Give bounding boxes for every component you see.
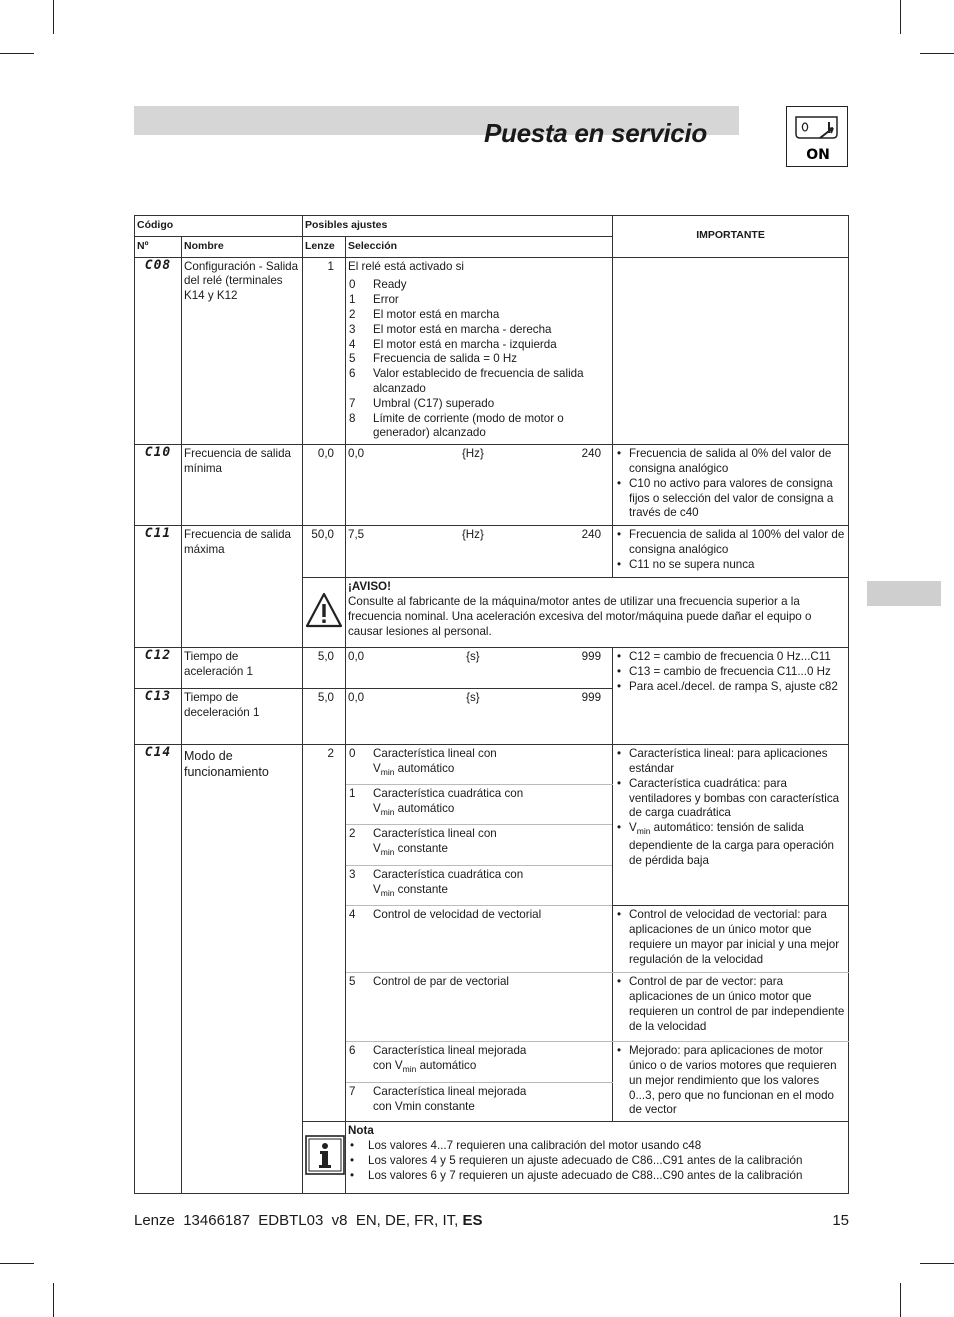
info-icon [305, 1135, 345, 1175]
table-row [135, 745, 849, 785]
importante-c14-6-7 [613, 1042, 849, 1122]
selection-c14-5: 5 Control de par de vectorial [346, 973, 613, 1042]
list-item: • Los valores 6 y 7 requieren un ajuste adecuado de C88...C90 antes de la calibración [348, 1169, 846, 1184]
header-importante: IMPORTANTE [613, 216, 849, 258]
importante-c12-c13 [613, 648, 849, 745]
parameter-table [134, 215, 849, 1194]
importante-c14-4 [613, 906, 849, 973]
selection-c08 [346, 257, 613, 445]
page-title: Puesta en servicio [484, 118, 707, 148]
list-item: • Los valores 4...7 requieren una calibración del motor usando c48 [348, 1139, 846, 1154]
list-item: • C13 = cambio de frecuencia C11...0 Hz [615, 665, 846, 680]
table-row [135, 257, 849, 445]
code-c11: C11 [135, 526, 182, 648]
list-item: • Frecuencia de salida al 0% del valor de consigna analógico [615, 447, 846, 477]
name-c14: Modo de funcionamiento [182, 745, 303, 1194]
name-c13: Tiempo de deceleración 1 [182, 689, 303, 745]
selection-c11: 7,5 {Hz} 240 [346, 526, 613, 578]
importante-c14-5 [613, 973, 849, 1042]
crop-mark [0, 1263, 34, 1264]
list-item: 0 Ready [349, 278, 407, 292]
list-item: • Los valores 4 y 5 requieren un ajuste adecuado de C86...C91 antes de la calibración [348, 1154, 846, 1169]
list-item: • Control de par de vector: para aplicaciones de un único motor que requieren un control de par independiente de la velocidad [615, 975, 846, 1034]
lenze-c10: 0,0 [303, 445, 346, 526]
list-item: • C12 = cambio de frecuencia 0 Hz...C11 [615, 650, 846, 665]
code-c08: C08 [135, 257, 182, 445]
code-c14: C14 [135, 745, 182, 1194]
header-lenze: Lenze [303, 236, 346, 257]
list-item: 6 Valor establecido de frecuencia de salida alcanzado [349, 367, 584, 395]
name-c11: Frecuencia de salida máxima [182, 526, 303, 648]
list-item: 4 El motor está en marcha - izquierda [349, 337, 557, 351]
selection-c14-3: 3 Característica cuadrática con $V_{min}$ constante [346, 866, 613, 906]
warning-text: Consulte al fabricante de la máquina/motor antes de utilizar una frecuencia superior a la frecuencia nominal. Una aceleración excesiva del motor/máquina puede dañar el equipo o causar lesiones al personal. [348, 594, 812, 638]
code-c13: C13 [135, 689, 182, 745]
list-item: 8 Límite de corriente (modo de motor o generador) alcanzado [349, 411, 564, 440]
list-item: 5 Frecuencia de salida = 0 Hz [349, 352, 518, 366]
header-no: Nº [135, 236, 182, 257]
name-c10: Frecuencia de salida mínima [182, 445, 303, 526]
importante-c14-0-3 [613, 745, 849, 906]
list-item: • Frecuencia de salida al 100% del valor de consigna analógico [615, 528, 846, 558]
table-row [135, 648, 849, 689]
list-item: • Característica lineal: para aplicaciones estándar [615, 747, 846, 777]
switch-icon [787, 107, 847, 166]
selection-c14-0: 0 Característica lineal con $V_{min}$ automático [346, 745, 613, 785]
warning-text-cell [346, 578, 849, 648]
crop-mark [920, 53, 954, 54]
page-number: 15 [832, 1212, 849, 1229]
list-item: • Característica cuadrática: para ventiladores y bombas con característica de carga cuadrática [615, 777, 846, 821]
page-footer [134, 1212, 849, 1229]
header-seleccion: Selección [346, 236, 613, 257]
header-posibles: Posibles ajustes [303, 216, 613, 237]
lenze-c13: 5,0 [303, 689, 346, 745]
on-label: ON [806, 147, 830, 163]
selection-c14-4: 4 Control de velocidad de vectorial [346, 906, 613, 973]
selection-c13: 0,0 {s} 999 [346, 689, 613, 745]
code-c10: C10 [135, 445, 182, 526]
importante-c11 [613, 526, 849, 578]
name-c08: Configuración - Salida del relé (terminales K14 y K12 [182, 257, 303, 445]
crop-mark [53, 1283, 54, 1317]
lenze-c11: 50,0 [303, 526, 346, 578]
selection-c14-1: 1 Característica cuadrática con $V_{min}$ automático [346, 785, 613, 825]
importante-c10 [613, 445, 849, 526]
list-item: 2 El motor está en marcha [349, 307, 500, 321]
crop-mark [920, 1263, 954, 1264]
crop-mark [0, 53, 34, 54]
selection-c14-2: 2 Característica lineal con $V_{min}$ constante [346, 825, 613, 866]
code-c12: C12 [135, 648, 182, 689]
list-item: 1 Error [349, 293, 399, 307]
name-c12: Tiempo de aceleración 1 [182, 648, 303, 689]
footer-text: Lenze 13466187 EDBTL03 v8 EN, DE, FR, IT, [134, 1212, 463, 1229]
list-item: • $V_{min}$ automático: tensión de salida dependiente de la carga para operación de pérdida baja [615, 821, 846, 868]
list-item: 7 Umbral (C17) superado [349, 396, 495, 410]
info-icon-cell [303, 1122, 346, 1194]
crop-mark [900, 0, 901, 34]
list-item: • Para acel./decel. de rampa S, ajuste c82 [615, 680, 846, 695]
on-switch-logo [786, 106, 848, 167]
table-row [135, 526, 849, 578]
selection-c14-6: 6 Característica lineal mejorada con $V_{min}$ automático [346, 1042, 613, 1083]
lenze-c14: 2 [303, 745, 346, 1122]
warning-icon [305, 592, 343, 628]
list-item: • C10 no activo para valores de consigna fijos o selección del valor de consigna a través de c40 [615, 477, 846, 521]
selection-intro: El relé está activado si [348, 259, 464, 273]
lenze-c12: 5,0 [303, 648, 346, 689]
footer-lang: ES [462, 1212, 483, 1229]
selection-c14-7: 7 Característica lineal mejorada con Vmin constante [346, 1083, 613, 1122]
section-tab-marker [867, 581, 941, 606]
lenze-c08: 1 [303, 257, 346, 445]
list-item: • C11 no se supera nunca [615, 558, 846, 573]
table-row [135, 445, 849, 526]
list-item: • Mejorado: para aplicaciones de motor único o de varios motores que requieren un mejor rendimiento que los valores 0...3, pero que no funcionan en el modo de vector [615, 1044, 846, 1118]
list-item: 3 El motor está en marcha - derecha [349, 322, 552, 336]
note-title: Nota [348, 1124, 374, 1138]
crop-mark [53, 0, 54, 34]
crop-mark [900, 1283, 901, 1317]
list-item: • Control de velocidad de vectorial: para aplicaciones de un único motor que requiere un mayor par inicial y una mejor regulación de la velocidad [615, 908, 846, 967]
warning-title: ¡AVISO! [348, 580, 391, 594]
importante-c08 [613, 257, 849, 445]
header-codigo: Código [135, 216, 303, 237]
note-text-cell [346, 1122, 849, 1194]
header-nombre: Nombre [182, 236, 303, 257]
warning-icon-cell [303, 578, 346, 648]
selection-c12: 0,0 {s} 999 [346, 648, 613, 689]
selection-c10: 0,0 {Hz} 240 [346, 445, 613, 526]
